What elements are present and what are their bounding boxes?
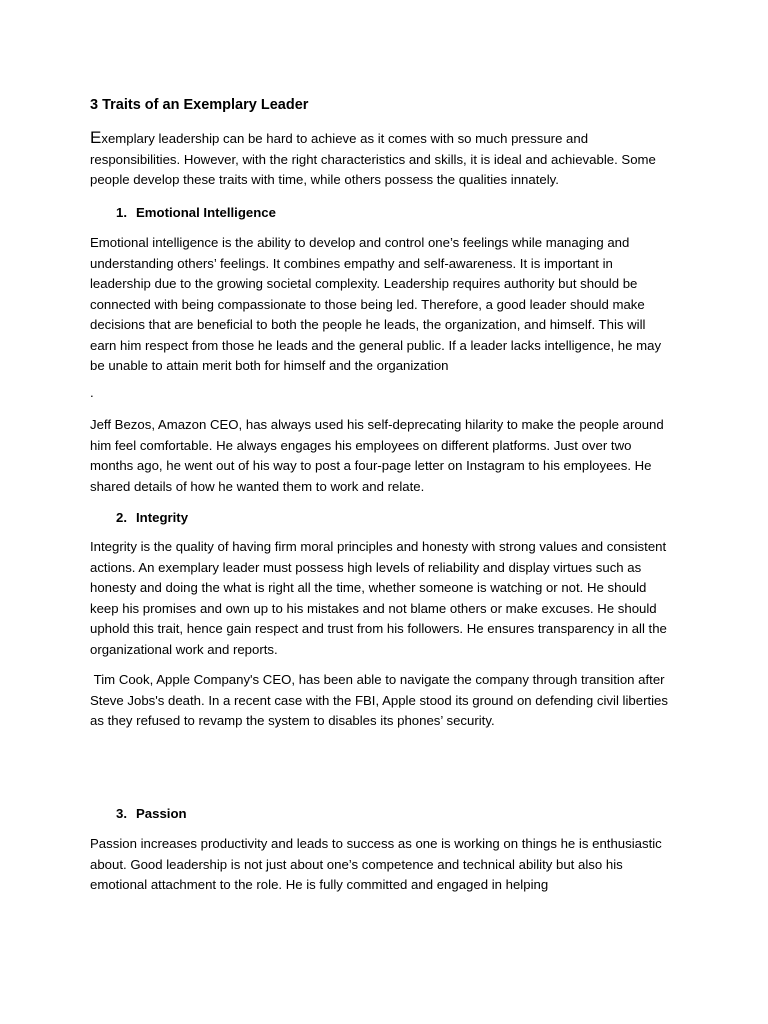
intro-paragraph bbox=[90, 129, 670, 191]
section-title: Emotional Intelligence bbox=[136, 205, 276, 220]
document-title: 3 Traits of an Exemplary Leader bbox=[90, 97, 309, 113]
stray-period: . bbox=[90, 385, 94, 400]
section-paragraph: Passion increases productivity and leads to success as one is working on things he is enthusiastic about. Good leadership is not just about one’s competence and technical ability but also his emotional attachment to the role. He is fully committed and engaged in helping bbox=[90, 836, 662, 892]
section-heading-passion bbox=[116, 804, 187, 824]
section-paragraph: Jeff Bezos, Amazon CEO, has always used his self-deprecating hilarity to make the people around him feel comfortable. He always engages his employees on different platforms. Just over two months ago, he went out of his way to post a four-page letter on Instagram to his employees. He shared details of how he wanted them to work and relate. bbox=[90, 417, 664, 494]
section-number: 3. bbox=[116, 806, 127, 821]
section-title: Integrity bbox=[136, 510, 189, 525]
section-number: 2. bbox=[116, 510, 127, 525]
section-paragraph: Tim Cook, Apple Company's CEO, has been able to navigate the company through transition after Steve Jobs's death. In a recent case with the FBI, Apple stood its ground on defending civil liberties as they refused to revamp the system to disables its phones’ security. bbox=[90, 672, 672, 728]
section-heading-integrity bbox=[116, 508, 188, 528]
drop-cap: E bbox=[90, 128, 102, 147]
section-heading-emotional-intelligence bbox=[116, 203, 276, 223]
section-number: 1. bbox=[116, 205, 127, 220]
section-title: Passion bbox=[136, 806, 187, 821]
section-paragraph: Emotional intelligence is the ability to develop and control one’s feelings while managing and understanding others’ feelings. It combines empathy and self-awareness. It is important in leadership due to the growing societal complexity. Leadership requires authority but should be connected with being compassionate to those being led. Therefore, a good leader should make decisions that are beneficial to both the people he leads, the organization, and himself. This will earn him respect from those he leads and the general public. If a leader lacks intelligence, he may be unable to attain merit both for himself and the organization bbox=[90, 235, 662, 373]
section-paragraph: Integrity is the quality of having firm moral principles and honesty with strong values and consistent actions. An exemplary leader must possess high levels of reliability and display virtues such as honesty and doing the what is right all the time, whether someone is watching or not. He should keep his promises and own up to his mistakes and not blame others or make excuses. He should uphold this trait, hence gain respect and trust from his followers. He ensures transparency in all the organizational work and reports. bbox=[90, 539, 667, 657]
intro-text: xemplary leadership can be hard to achieve as it comes with so much pressure and responsibilities. However, with the right characteristics and skills, it is ideal and achievable. Some people develop these traits with time, while others possess the qualities innately. bbox=[90, 131, 656, 187]
